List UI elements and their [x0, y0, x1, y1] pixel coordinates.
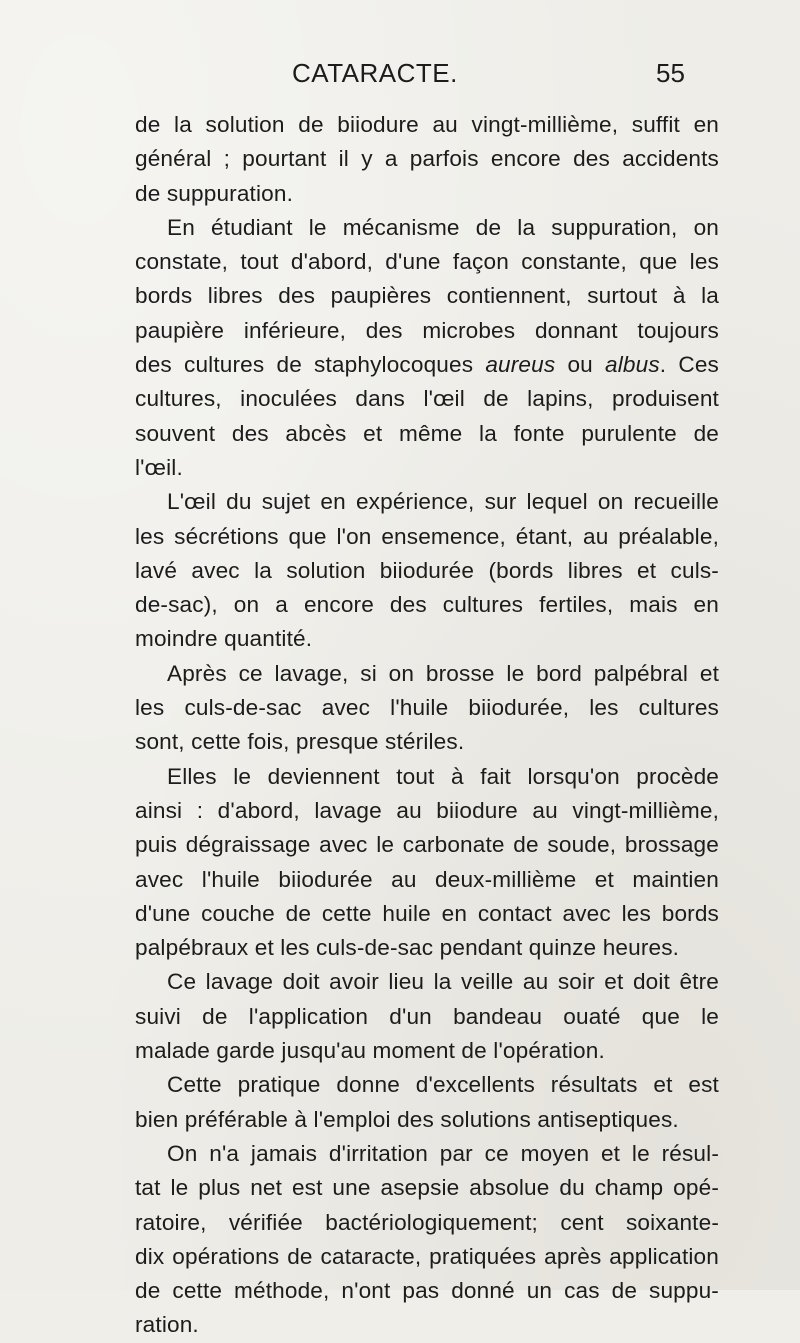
text-line: dix opérations de cataracte, pratiquées après application	[135, 1243, 719, 1269]
italic-term-aureus: aureus	[485, 352, 556, 378]
text-line: cultures, inoculées dans l'œil de lapins, produisent	[135, 386, 719, 412]
text-line: puis dégraissage avec le carbonate de soude, brossage	[135, 832, 719, 858]
text-line	[135, 348, 719, 382]
text-line: Elles le deviennent tout à fait lorsqu'on procède	[167, 763, 719, 789]
page-header	[0, 58, 800, 98]
text-line: lavé avec la solution biiodurée (bords libres et culs-	[135, 557, 719, 583]
text-line: bords libres des paupières contiennent, surtout à la	[135, 283, 719, 309]
running-title: CATARACTE.	[292, 58, 458, 88]
text-line: sont, cette fois, presque stériles.	[135, 729, 465, 755]
text-line: bien préférable à l'emploi des solutions antiseptiques.	[135, 1106, 679, 1132]
text-line: les culs-de-sac avec l'huile biiodurée, les cultures	[135, 695, 719, 721]
text-segment: . Ces	[659, 352, 719, 378]
text-segment: ou	[555, 352, 606, 378]
text-line: En étudiant le mécanisme de la suppuration, on	[167, 214, 719, 240]
text-line: l'œil.	[135, 454, 183, 480]
text-line: constate, tout d'abord, d'une façon constante, que les	[135, 249, 719, 275]
text-segment: des cultures de staphylocoques	[135, 352, 486, 378]
text-line: paupière inférieure, des microbes donnant toujours	[135, 317, 719, 343]
text-line: malade garde jusqu'au moment de l'opération.	[135, 1038, 605, 1064]
text-line: tat le plus net est une asepsie absolue du champ opé-	[135, 1175, 719, 1201]
text-line: suivi de l'application d'un bandeau ouaté que le	[135, 1003, 719, 1029]
text-line: avec l'huile biiodurée au deux-millième et maintien	[135, 866, 719, 892]
italic-term-albus: albus	[605, 352, 660, 378]
text-line: les sécrétions que l'on ensemence, étant, au préalable,	[135, 523, 719, 549]
text-line: On n'a jamais d'irritation par ce moyen et le résul-	[167, 1140, 719, 1166]
text-line: général ; pourtant il y a parfois encore des accidents	[135, 146, 719, 172]
text-line: de suppuration.	[135, 180, 294, 206]
text-line: de cette méthode, n'ont pas donné un cas de suppu-	[135, 1278, 719, 1304]
text-line: ratoire, vérifiée bactériologiquement; cent soixante-	[135, 1209, 719, 1235]
body-text	[135, 108, 719, 1343]
text-line: souvent des abcès et même la fonte purulente de	[135, 420, 719, 446]
text-line: ration.	[135, 1312, 199, 1338]
text-line: moindre quantité.	[135, 626, 313, 652]
text-line: de la solution de biiodure au vingt-millième, suffit en	[135, 112, 719, 137]
text-line: Cette pratique donne d'excellents résultats et est	[167, 1072, 719, 1098]
text-line: ainsi : d'abord, lavage au biiodure au vingt-millième,	[135, 797, 719, 823]
text-line: Ce lavage doit avoir lieu la veille au soir et doit être	[167, 969, 719, 995]
text-line: Après ce lavage, si on brosse le bord palpébral et	[167, 660, 719, 686]
text-line: palpébraux et les culs-de-sac pendant quinze heures.	[135, 935, 680, 961]
text-line: L'œil du sujet en expérience, sur lequel on recueille	[167, 489, 719, 515]
page-number: 55	[656, 58, 685, 88]
text-line: d'une couche de cette huile en contact avec les bords	[135, 900, 719, 926]
text-line: de-sac), on a encore des cultures fertiles, mais en	[135, 592, 719, 618]
